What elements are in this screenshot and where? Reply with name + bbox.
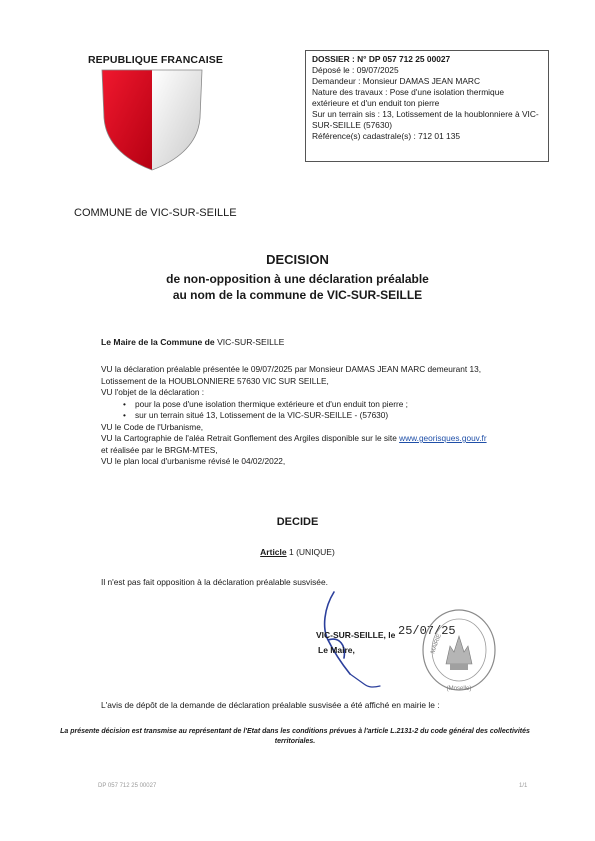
vu-section — [101, 364, 551, 468]
vu-line-1: VU la déclaration préalable présentée le 09/07/2025 par Monsieur DAMAS JEAN MARC demeurant 13, — [101, 364, 482, 374]
vu-line-2: Lotissement de la HOUBLONNIERE 57630 VIC SUR SEILLE, — [101, 375, 329, 386]
commune-short: VIC-SUR-SEILLE — [217, 337, 285, 347]
vu-bullet-2: • sur un terrain situé 13, Lotissement de la VIC-SUR-SEILLE - (57630) — [101, 410, 551, 422]
georisques-link[interactable]: www.georisques.gouv.fr — [399, 433, 487, 443]
signature-maire: Le Maire, — [318, 645, 355, 655]
mairie-stamp — [420, 606, 498, 698]
vu-line-5 — [101, 433, 551, 445]
vu-bullet-1: • pour la pose d'une isolation thermique extérieure et d'un enduit ton pierre ; — [101, 399, 551, 411]
vu-line-3: VU l'objet de la déclaration : — [101, 387, 205, 397]
posting-notice: L'avis de dépôt de la demande de déclaration préalable susvisée a été affiché en mairie le : — [101, 700, 440, 710]
stamp-top-text: MAIRIE — [430, 633, 443, 655]
signature-date: 25/07/25 — [398, 624, 456, 638]
decide-heading: DECIDE — [276, 516, 319, 528]
decision-subtitle-2: au nom de la commune de VIC-SUR-SEILLE — [172, 288, 423, 302]
nature-of-works: Nature des travaux : Pose d'une isolation thermique extérieure et d'un enduit ton pierre — [312, 87, 505, 108]
decision-subtitle-1: de non-opposition à une déclaration préalable — [166, 272, 429, 286]
cadastral-reference: Référence(s) cadastrale(s) : 712 01 135 — [312, 131, 461, 141]
decision-title-block — [0, 252, 595, 303]
footer-reference: DP 057 712 25 00027 — [98, 783, 157, 789]
land-location: Sur un terrain sis : 13, Lotissement de la houblonniere à VIC-SUR-SEILLE (57630) — [312, 109, 539, 130]
dossier-number: DOSSIER : N° DP 057 712 25 00027 — [312, 54, 451, 64]
dossier-info-box — [305, 50, 549, 162]
deposit-date: Déposé le : 09/07/2025 — [312, 65, 399, 75]
decision-body: Il n'est pas fait opposition à la déclaration préalable susvisée. — [101, 577, 328, 587]
footer-page-number: 1/1 — [519, 783, 528, 789]
maire-heading-label: Le Maire de la Commune de — [101, 337, 215, 347]
maire-heading — [101, 337, 284, 347]
article-number: 1 (UNIQUE) — [286, 547, 335, 557]
signature-place: VIC-SUR-SEILLE, le — [316, 630, 396, 640]
vu-line-6: et réalisée par le BRGM-MTES, — [101, 444, 218, 455]
commune-name: COMMUNE de VIC-SUR-SEILLE — [74, 207, 237, 219]
transmission-note: La présente décision est transmise au représentant de l'Etat dans les conditions prévues à l'article L.2131-2 du code général des collectivités territoriales. — [60, 728, 530, 745]
decision-title: DECISION — [266, 252, 329, 267]
republic-heading: REPUBLIQUE FRANCAISE — [88, 54, 224, 66]
vu-line-5-text: VU la Cartographie de l'aléa Retrait Gonflement des Argiles disponible sur le site — [101, 433, 400, 443]
article-label: Article — [260, 547, 287, 557]
vu-line-7: VU le plan local d'urbanisme révisé le 04/02/2022, — [101, 456, 286, 466]
applicant: Demandeur : Monsieur DAMAS JEAN MARC — [312, 76, 481, 86]
vu-line-4: VU le Code de l'Urbanisme, — [101, 421, 204, 432]
coat-of-arms-shield — [100, 66, 204, 174]
stamp-bottom-text: (Moselle) — [446, 686, 472, 692]
article-heading — [0, 547, 595, 557]
